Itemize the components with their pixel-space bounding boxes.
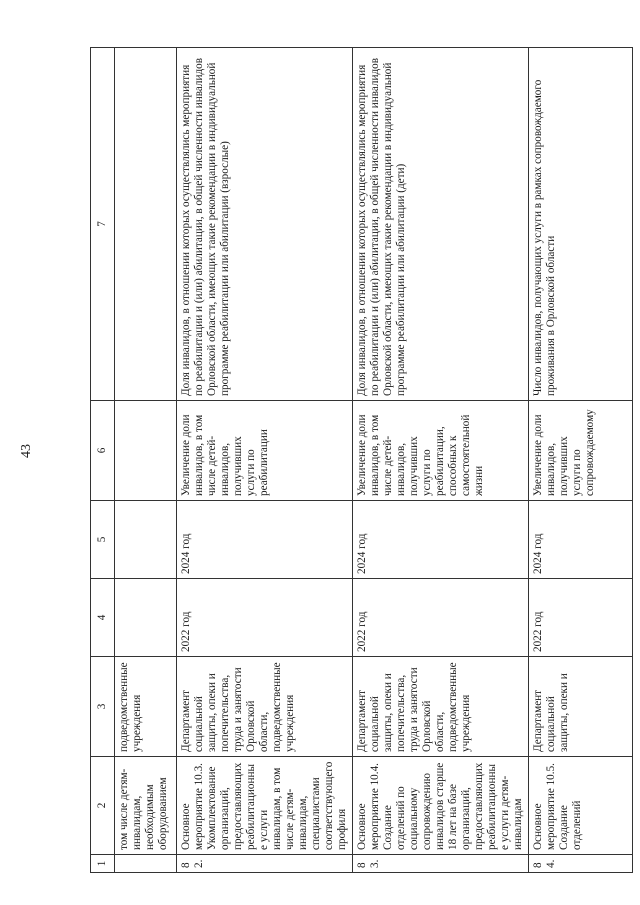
- header-cell: 2: [91, 757, 115, 855]
- executor-cell: подведомственные учреждения: [115, 657, 177, 757]
- end-year-cell: 2024 год: [528, 501, 632, 579]
- start-year-cell: 2022 год: [528, 579, 632, 657]
- header-cell: 1: [91, 855, 115, 873]
- measure-cell: том числе детям-инвалидам, необходимым оборудованием: [115, 757, 177, 855]
- row-number: 83.: [352, 855, 528, 873]
- executor-cell: Департамент социальной защиты, опеки и попечительства, труда и занятости Орловской области, подведомственные учреждения: [352, 657, 528, 757]
- indicator-cell: [115, 48, 177, 401]
- measure-cell: Основное мероприятие 10.3. Укомплектование организаций, предоставляющих реабилитационные услуги инвалидам, в том числе детям-инвалидам, специалистами соответствующего профиля: [177, 757, 353, 855]
- start-year-cell: 2022 год: [352, 579, 528, 657]
- indicator-cell: Доля инвалидов, в отношении которых осуществлялись мероприятия по реабилитации и (или) абилитации, в общей численности инвалидов Орловской области, имеющих такие рекомендации в индивидуальной программе реабилитации или абилитации (взрослые): [177, 48, 353, 401]
- indicator-cell: Доля инвалидов, в отношении которых осуществлялись мероприятия по реабилитации и (или) абилитации, в общей численности инвалидов Орловской области, имеющих такие рекомендации в индивидуальной программе реабилитации или абилитации (дети): [352, 48, 528, 401]
- result-cell: [115, 401, 177, 501]
- measure-cell: Основное мероприятие 10.4. Создание отделений по социальному сопровождению инвалидов старше 18 лет на базе организаций, предоставляющих реабилитационные услуги детям-инвалидам: [352, 757, 528, 855]
- measures-table: [90, 47, 633, 873]
- table-row: [115, 48, 177, 873]
- rotated-page-content: [90, 48, 610, 873]
- result-cell: Увеличение доли инвалидов, в том числе детей-инвалидов, получивших услуги по реабилитации: [177, 401, 353, 501]
- table-header-row: [91, 48, 115, 873]
- result-cell: Увеличение доли инвалидов, в том числе детей-инвалидов, получивших услуги по реабилитации, способных к самостоятельной жизни: [352, 401, 528, 501]
- table-row: [352, 48, 528, 873]
- measure-cell: Основное мероприятие 10.5. Создание отделений: [528, 757, 632, 855]
- executor-cell: Департамент социальной защиты, опеки и: [528, 657, 632, 757]
- header-cell: 3: [91, 657, 115, 757]
- row-number: 82.: [177, 855, 353, 873]
- table-row: [177, 48, 353, 873]
- end-year-cell: 2024 год: [177, 501, 353, 579]
- header-cell: 7: [91, 48, 115, 401]
- start-year-cell: [115, 579, 177, 657]
- table-row: [528, 48, 632, 873]
- row-number: 84.: [528, 855, 632, 873]
- end-year-cell: [115, 501, 177, 579]
- header-cell: 5: [91, 501, 115, 579]
- indicator-cell: Число инвалидов, получающих услуги в рамках сопровождаемого проживания в Орловской области: [528, 48, 632, 401]
- start-year-cell: 2022 год: [177, 579, 353, 657]
- row-number: [115, 855, 177, 873]
- page-number: 43: [19, 444, 34, 458]
- result-cell: Увеличение доли инвалидов, получивших услуги по сопровождаемому: [528, 401, 632, 501]
- header-cell: 4: [91, 579, 115, 657]
- executor-cell: Департамент социальной защиты, опеки и попечительства, труда и занятости Орловской области, подведомственные учреждения: [177, 657, 353, 757]
- end-year-cell: 2024 год: [352, 501, 528, 579]
- header-cell: 6: [91, 401, 115, 501]
